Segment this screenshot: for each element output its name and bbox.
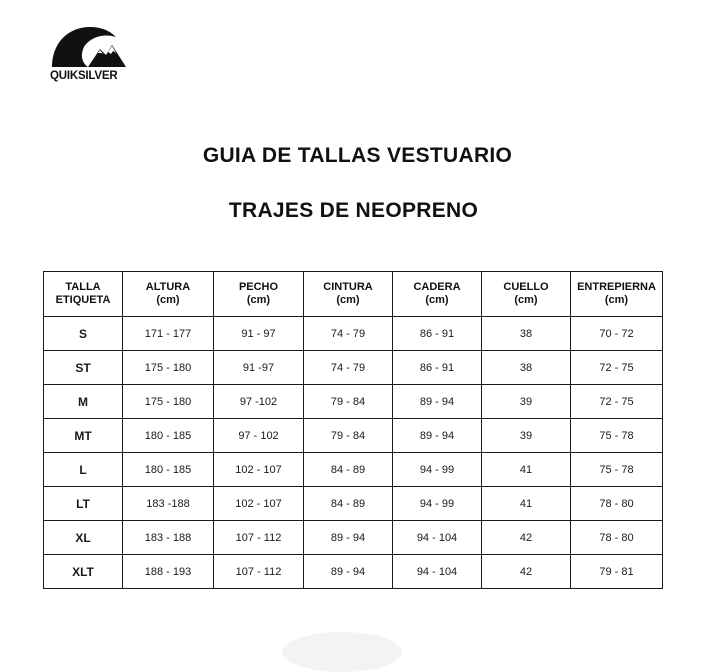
cell-cuello: 42 xyxy=(482,521,571,555)
cell-cintura: 84 - 89 xyxy=(304,487,393,521)
cell-cadera: 94 - 99 xyxy=(393,453,482,487)
cell-cuello: 38 xyxy=(482,317,571,351)
brand-name: QUIKSILVER xyxy=(50,70,118,82)
cell-cadera: 94 - 104 xyxy=(393,521,482,555)
cell-cintura: 74 - 79 xyxy=(304,317,393,351)
cell-cadera: 94 - 104 xyxy=(393,555,482,589)
header-talla: TALLA ETIQUETA xyxy=(44,272,123,317)
cell-cuello: 42 xyxy=(482,555,571,589)
cell-cintura: 84 - 89 xyxy=(304,453,393,487)
table-row xyxy=(44,385,663,419)
cell-cadera: 89 - 94 xyxy=(393,419,482,453)
cell-talla: XLT xyxy=(44,555,123,589)
size-chart-table xyxy=(43,271,663,589)
cell-pecho: 102 - 107 xyxy=(214,453,304,487)
cell-pecho: 102 - 107 xyxy=(214,487,304,521)
header-cadera: CADERA (cm) xyxy=(393,272,482,317)
cell-entrepierna: 75 - 78 xyxy=(571,453,663,487)
cell-talla: M xyxy=(44,385,123,419)
cell-cuello: 41 xyxy=(482,453,571,487)
cell-talla: MT xyxy=(44,419,123,453)
cell-cuello: 41 xyxy=(482,487,571,521)
cell-entrepierna: 78 - 80 xyxy=(571,521,663,555)
cell-altura: 180 - 185 xyxy=(123,453,214,487)
table-row xyxy=(44,419,663,453)
cell-altura: 183 - 188 xyxy=(123,521,214,555)
cell-cintura: 89 - 94 xyxy=(304,521,393,555)
table-header-row xyxy=(44,272,663,317)
cell-cintura: 89 - 94 xyxy=(304,555,393,589)
cell-cuello: 39 xyxy=(482,385,571,419)
table-row xyxy=(44,555,663,589)
page-subtitle: TRAJES DE NEOPRENO xyxy=(228,199,479,222)
cell-talla: XL xyxy=(44,521,123,555)
cell-cuello: 38 xyxy=(482,351,571,385)
header-entrepierna: ENTREPIERNA (cm) xyxy=(571,272,663,317)
cell-talla: LT xyxy=(44,487,123,521)
cell-altura: 183 -188 xyxy=(123,487,214,521)
table-row xyxy=(44,487,663,521)
cell-entrepierna: 72 - 75 xyxy=(571,385,663,419)
cell-altura: 180 - 185 xyxy=(123,419,214,453)
header-cintura: CINTURA (cm) xyxy=(304,272,393,317)
brand-logo xyxy=(50,25,132,85)
cell-altura: 188 - 193 xyxy=(123,555,214,589)
table-row xyxy=(44,317,663,351)
header-altura: ALTURA (cm) xyxy=(123,272,214,317)
table-row xyxy=(44,521,663,555)
header-cuello: CUELLO (cm) xyxy=(482,272,571,317)
cell-entrepierna: 79 - 81 xyxy=(571,555,663,589)
cell-pecho: 91 - 97 xyxy=(214,317,304,351)
cell-cintura: 79 - 84 xyxy=(304,419,393,453)
cell-entrepierna: 75 - 78 xyxy=(571,419,663,453)
cell-entrepierna: 78 - 80 xyxy=(571,487,663,521)
cell-pecho: 97 - 102 xyxy=(214,419,304,453)
cell-pecho: 107 - 112 xyxy=(214,555,304,589)
cell-talla: L xyxy=(44,453,123,487)
cell-talla: S xyxy=(44,317,123,351)
cell-pecho: 97 -102 xyxy=(214,385,304,419)
cell-entrepierna: 72 - 75 xyxy=(571,351,663,385)
cell-entrepierna: 70 - 72 xyxy=(571,317,663,351)
cell-cadera: 89 - 94 xyxy=(393,385,482,419)
cell-talla: ST xyxy=(44,351,123,385)
cell-pecho: 107 - 112 xyxy=(214,521,304,555)
cell-cintura: 74 - 79 xyxy=(304,351,393,385)
cell-cuello: 39 xyxy=(482,419,571,453)
cell-cadera: 86 - 91 xyxy=(393,317,482,351)
cell-altura: 175 - 180 xyxy=(123,351,214,385)
table-row xyxy=(44,453,663,487)
header-pecho: PECHO (cm) xyxy=(214,272,304,317)
cell-cadera: 86 - 91 xyxy=(393,351,482,385)
table-row xyxy=(44,351,663,385)
cell-altura: 171 - 177 xyxy=(123,317,214,351)
cell-cadera: 94 - 99 xyxy=(393,487,482,521)
page-title: GUIA DE TALLAS VESTUARIO xyxy=(202,144,513,167)
cell-altura: 175 - 180 xyxy=(123,385,214,419)
quiksilver-wave-mountain-icon xyxy=(50,25,128,69)
cell-cintura: 79 - 84 xyxy=(304,385,393,419)
cell-pecho: 91 -97 xyxy=(214,351,304,385)
decorative-arc xyxy=(282,632,402,672)
